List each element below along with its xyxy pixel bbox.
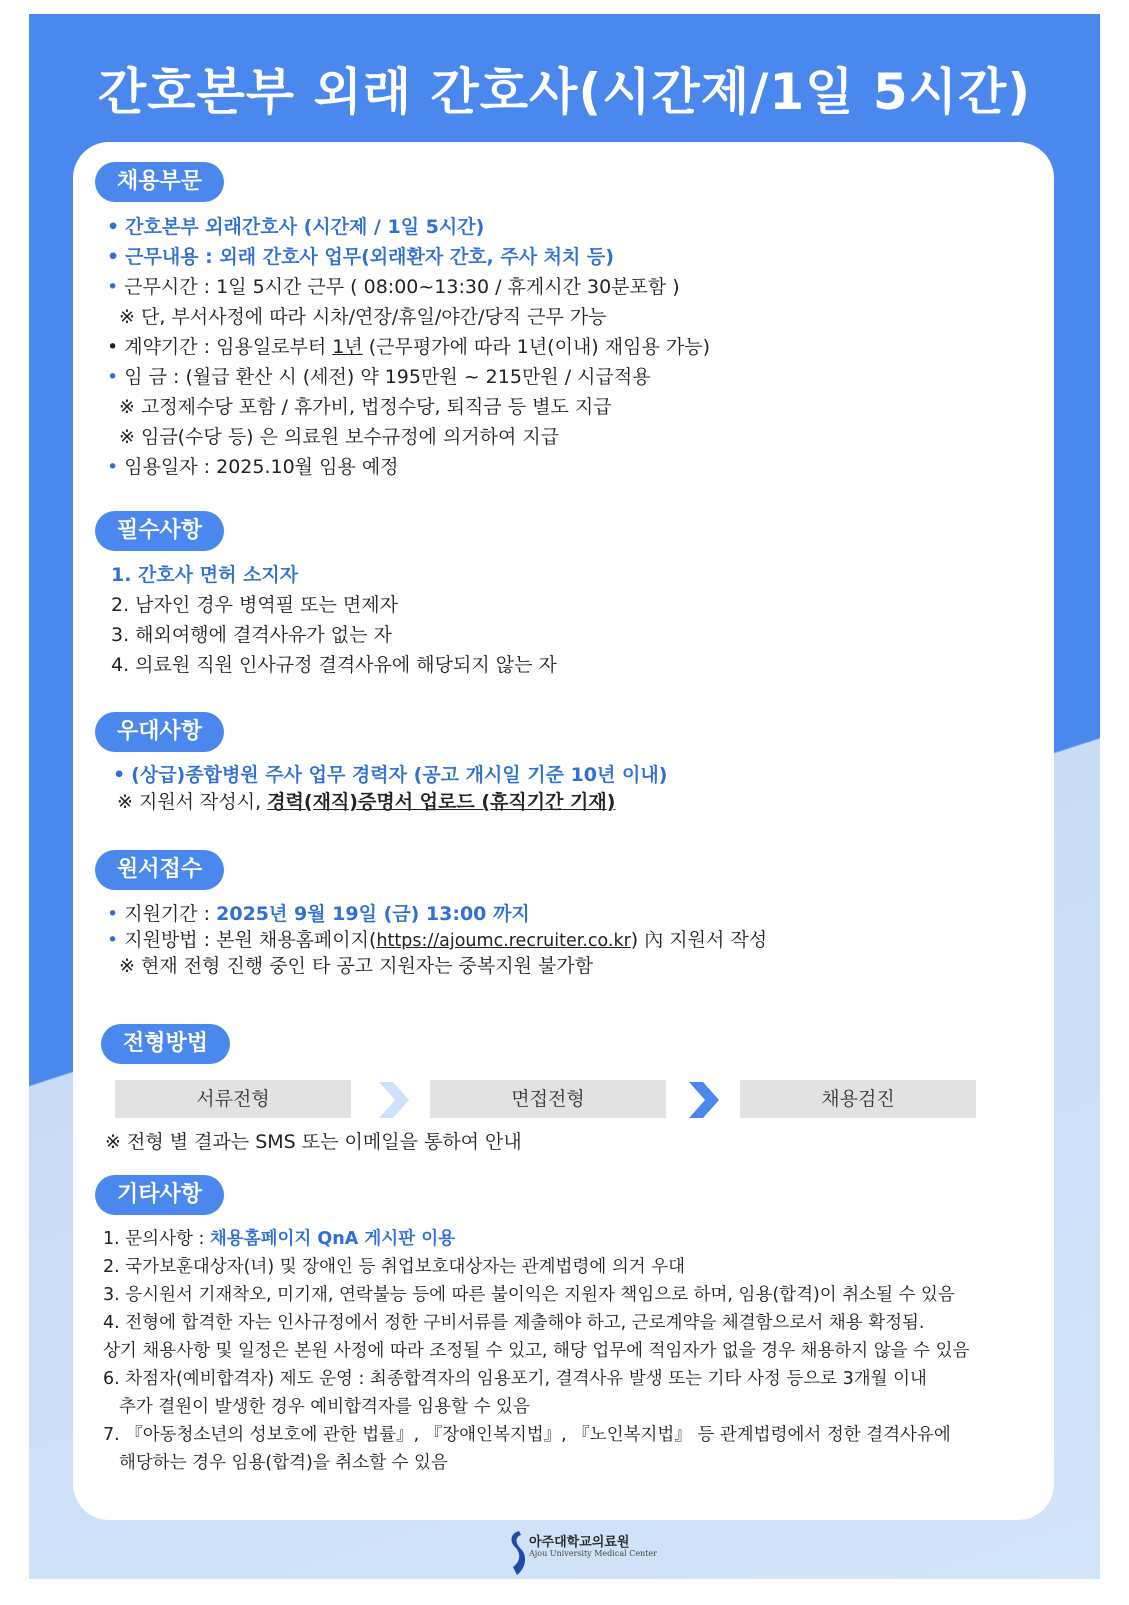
recruit-hours-note: ※ 단, 부서사정에 따라 시차/연장/휴일/야간/당직 근무 가능	[119, 306, 607, 328]
apply-line-2: • 지원방법 : 본원 채용홈페이지(https://ajoumc.recruiter.co.kr) 內 지원서 작성	[107, 929, 768, 951]
recruit-contract-term: 1년	[332, 336, 363, 358]
etc-item-1	[103, 1225, 455, 1250]
section-label-apply: 원서접수	[95, 850, 224, 890]
poster-background	[29, 14, 1100, 1579]
apply-deadline: 2025년 9월 19일 (금) 13:00 까지	[216, 903, 530, 925]
recruit-line-2: • 근무내용 : 외래 간호사 업무(외래환자 간호, 주사 처치 등)	[107, 246, 615, 268]
required-item-1: 1. 간호사 면허 소지자	[111, 564, 299, 586]
recruit-line-6: • 임 금 : (월급 환산 시 (세전) 약 195만원 ~ 215만원 / 시급적용	[107, 366, 651, 388]
recruit-start-date: 임용일자 : 2025.10월 임용 예정	[124, 456, 399, 478]
etc-item-2: 2. 국가보훈대상자(녀) 및 장애인 등 취업보호대상자는 관계법령에 의거 우대	[103, 1257, 686, 1277]
recruit-line-9: • 임용일자 : 2025.10월 임용 예정	[107, 456, 399, 478]
preferred-line-1: • (상급)종합병원 주사 업무 경력자 (공고 개시일 기준 10년 이내)	[113, 764, 668, 786]
etc-item-5: 상기 채용사항 및 일정은 본원 사정에 따라 조정될 수 있고, 해당 업무에 적임자가 없을 경우 채용하지 않을 수 있음	[103, 1341, 970, 1361]
apply-method-post: ) 內 지원서 작성	[630, 929, 768, 951]
apply-line-1: • 지원기간 : 2025년 9월 19일 (금) 13:00 까지	[107, 903, 530, 925]
etc-item-3: 3. 응시원서 기재착오, 미기재, 연락불능 등에 따른 불이익은 지원자 책임으로 하며, 임용(합격)이 취소될 수 있음	[103, 1285, 955, 1305]
recruit-line-5: • 계약기간 : 임용일로부터 1년 (근무평가에 따라 1년(이내) 재임용 가능)	[107, 336, 710, 358]
chevron-right-icon	[685, 1082, 723, 1118]
etc-item-7-cont: 해당하는 경우 임용(합격)을 취소할 수 있음	[119, 1453, 448, 1473]
section-label-preferred: 우대사항	[95, 712, 224, 752]
preferred-line-2	[117, 787, 615, 814]
hospital-logo	[507, 1529, 657, 1579]
required-item-3: 3. 해외여행에 결격사유가 없는 자	[111, 624, 392, 646]
etc-item-6-cont: 추가 결원이 발생한 경우 예비합격자를 임용할 수 있음	[119, 1397, 530, 1417]
apply-duplicate-note: ※ 현재 전형 진행 중인 타 공고 지원자는 중복지원 불가함	[119, 955, 594, 977]
logo-name-en: Ajou University Medical Center	[529, 1549, 657, 1558]
recruit-line-1: • 간호본부 외래간호사 (시간제 / 1일 5시간)	[107, 216, 485, 238]
recruit-contract-post: (근무평가에 따라 1년(이내) 재임용 가능)	[362, 336, 710, 358]
preferred-note-pre: ※ 지원서 작성시,	[117, 791, 268, 813]
recruit-wage-note-1: ※ 고정제수당 포함 / 휴가비, 법정수당, 퇴직금 등 별도 지급	[119, 396, 612, 418]
preferred-experience: (상급)종합병원 주사 업무 경력자 (공고 개시일 기준 10년 이내)	[131, 764, 668, 786]
required-item-4: 4. 의료원 직원 인사규정 결격사유에 해당되지 않는 자	[111, 654, 557, 676]
recruit-duty: 근무내용 : 외래 간호사 업무(외래환자 간호, 주사 처치 등)	[125, 246, 615, 268]
section-label-required: 필수사항	[95, 511, 224, 551]
apply-homepage-link[interactable]: https://ajoumc.recruiter.co.kr	[376, 931, 631, 951]
recruit-wage-note-2: ※ 임금(수당 등) 은 의료원 보수규정에 의거하여 지급	[119, 426, 560, 448]
section-label-process: 전형방법	[101, 1024, 230, 1064]
required-item-2: 2. 남자인 경우 병역필 또는 면제자	[111, 594, 398, 616]
process-step-2: 면접전형	[430, 1080, 666, 1118]
etc-item-6: 6. 차점자(예비합격자) 제도 운영 : 최종합격자의 임용포기, 결격사유 발생 또는 기타 사정 등으로 3개월 이내	[103, 1369, 927, 1389]
etc-inquiry-pre: 1. 문의사항 :	[103, 1229, 210, 1249]
chevron-right-icon	[375, 1082, 413, 1118]
section-label-etc: 기타사항	[95, 1175, 224, 1215]
apply-period-pre: 지원기간 :	[124, 903, 217, 925]
preferred-note-doc: 경력(재직)증명서 업로드 (휴직기간 기재)	[267, 791, 616, 813]
recruit-contract-pre: 계약기간 : 임용일로부터	[124, 336, 333, 358]
etc-inquiry-board: 채용홈페이지 QnA 게시판 이용	[209, 1229, 456, 1249]
process-note: ※ 전형 별 결과는 SMS 또는 이메일을 통하여 안내	[105, 1131, 522, 1153]
apply-method-pre: 지원방법 : 본원 채용홈페이지(	[124, 929, 377, 951]
recruit-line-3: • 근무시간 : 1일 5시간 근무 ( 08:00~13:30 / 휴게시간 30분포함 )	[107, 276, 680, 298]
process-step-1: 서류전형	[115, 1080, 351, 1118]
section-label-recruit: 채용부문	[95, 162, 224, 202]
recruit-position: 간호본부 외래간호사 (시간제 / 1일 5시간)	[125, 216, 485, 238]
process-step-3: 채용검진	[740, 1080, 976, 1118]
etc-item-4: 4. 전형에 합격한 자는 인사규정에서 정한 구비서류를 제출해야 하고, 근로계약을 체결함으로서 채용 확정됨.	[103, 1313, 925, 1333]
recruit-hours: 근무시간 : 1일 5시간 근무 ( 08:00~13:30 / 휴게시간 30분포함 )	[124, 276, 680, 298]
page-title: 간호본부 외래 간호사(시간제/1일 5시간)	[97, 63, 1032, 121]
logo-mark-icon	[507, 1529, 527, 1577]
content-card	[73, 142, 1054, 1520]
recruit-wage: 임 금 : (월급 환산 시 (세전) 약 195만원 ~ 215만원 / 시급적용	[124, 366, 651, 388]
etc-item-7: 7. 『아동청소년의 성보호에 관한 법률』, 『장애인복지법』, 『노인복지법』 등 관계법령에서 정한 결격사유에	[103, 1425, 951, 1445]
logo-name-ko: 아주대학교의료원	[529, 1535, 630, 1550]
